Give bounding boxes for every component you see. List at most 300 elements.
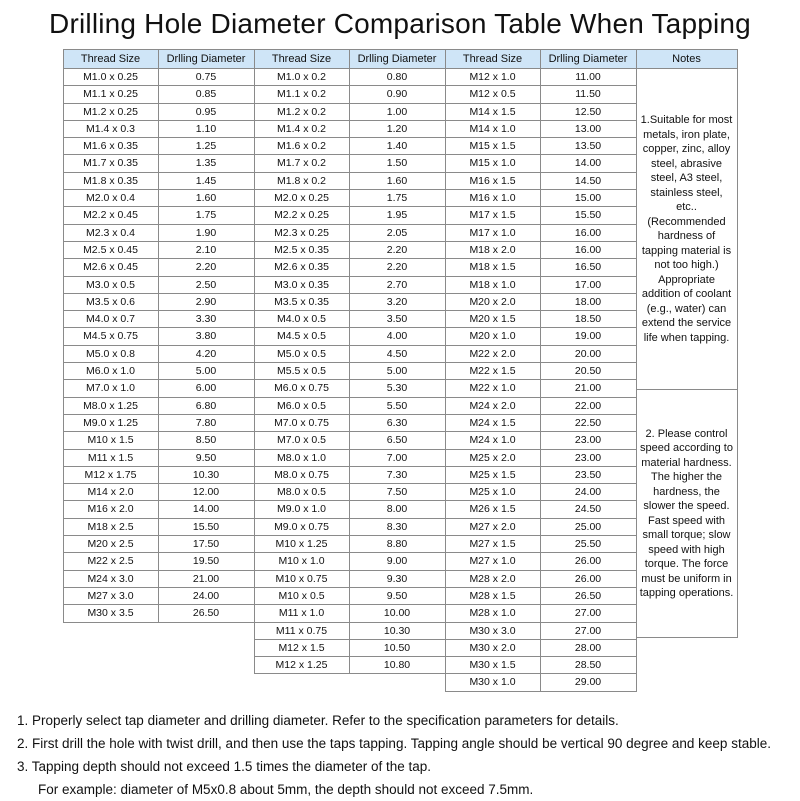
- drill-diameter-cell: 2.20: [158, 258, 255, 276]
- table-row: [63, 258, 255, 276]
- drill-diameter-cell: 25.50: [540, 535, 637, 553]
- thread-size-cell: M10 x 1.0: [254, 552, 350, 570]
- table-row: [254, 587, 446, 605]
- thread-size-cell: M30 x 1.0: [445, 673, 541, 691]
- thread-size-header: Thread Size: [63, 49, 159, 69]
- drill-diameter-cell: 9.00: [349, 552, 446, 570]
- table-row: [254, 327, 446, 345]
- thread-size-cell: M30 x 1.5: [445, 656, 541, 674]
- table-row: [63, 68, 255, 86]
- table-row: [445, 258, 637, 276]
- thread-size-cell: M1.7 x 0.35: [63, 154, 159, 172]
- table-row: [445, 639, 637, 657]
- thread-size-cell: M2.5 x 0.45: [63, 241, 159, 259]
- table-row: [445, 604, 637, 622]
- thread-size-cell: M18 x 2.5: [63, 518, 159, 536]
- thread-size-cell: M12 x 1.75: [63, 466, 159, 484]
- drill-diameter-cell: 7.00: [349, 449, 446, 467]
- table-row: [63, 327, 255, 345]
- drill-diameter-cell: 28.00: [540, 639, 637, 657]
- table-row: [445, 224, 637, 242]
- table-row: [254, 206, 446, 224]
- table-row: [445, 206, 637, 224]
- drill-diameter-cell: 1.95: [349, 206, 446, 224]
- thread-size-cell: M1.1 x 0.25: [63, 85, 159, 103]
- drill-diameter-cell: 28.50: [540, 656, 637, 674]
- drill-diameter-cell: 6.50: [349, 431, 446, 449]
- drill-diameter-cell: 10.30: [158, 466, 255, 484]
- table-row: [63, 414, 255, 432]
- table-row: [445, 466, 637, 484]
- table-row: [254, 362, 446, 380]
- comparison-table: [0, 49, 800, 692]
- table-row: [445, 656, 637, 674]
- table-row: [254, 570, 446, 588]
- table-row: [445, 397, 637, 415]
- table-row: [254, 449, 446, 467]
- drill-diameter-cell: 14.50: [540, 172, 637, 190]
- table-row: [254, 397, 446, 415]
- thread-size-cell: M22 x 2.0: [445, 345, 541, 363]
- table-row: [63, 604, 255, 622]
- drill-diameter-cell: 0.80: [349, 68, 446, 86]
- table-row: [254, 345, 446, 363]
- table-row: [445, 379, 637, 397]
- drill-diameter-cell: 27.00: [540, 622, 637, 640]
- thread-size-cell: M1.8 x 0.2: [254, 172, 350, 190]
- footer-line-1: 1. Properly select tap diameter and drilling diameter. Refer to the specification parameters for details.: [17, 712, 619, 728]
- thread-size-cell: M28 x 1.5: [445, 587, 541, 605]
- table-row: [254, 639, 446, 657]
- thread-size-cell: M1.6 x 0.2: [254, 137, 350, 155]
- table-row: [63, 241, 255, 259]
- drill-diameter-cell: 0.90: [349, 85, 446, 103]
- thread-size-cell: M1.4 x 0.2: [254, 120, 350, 138]
- table-row: [445, 518, 637, 536]
- page-title: Drilling Hole Diameter Comparison Table When Tapping: [49, 8, 751, 39]
- thread-size-cell: M4.0 x 0.7: [63, 310, 159, 328]
- table-row: [445, 673, 637, 691]
- table-column-group-3: [445, 49, 637, 692]
- thread-size-cell: M11 x 1.0: [254, 604, 350, 622]
- drill-diameter-cell: 1.60: [158, 189, 255, 207]
- drill-diameter-header: Drlling Diameter: [158, 49, 255, 69]
- thread-size-cell: M30 x 2.0: [445, 639, 541, 657]
- thread-size-cell: M3.5 x 0.6: [63, 293, 159, 311]
- thread-size-cell: M14 x 1.0: [445, 120, 541, 138]
- table-row: [63, 552, 255, 570]
- thread-size-cell: M9.0 x 1.0: [254, 500, 350, 518]
- thread-size-cell: M4.0 x 0.5: [254, 310, 350, 328]
- drill-diameter-cell: 18.50: [540, 310, 637, 328]
- drill-diameter-cell: 8.50: [158, 431, 255, 449]
- drill-diameter-cell: 3.50: [349, 310, 446, 328]
- drill-diameter-cell: 2.05: [349, 224, 446, 242]
- table-row: [445, 189, 637, 207]
- drill-diameter-header: Drlling Diameter: [540, 49, 637, 69]
- table-column-group-2: [254, 49, 446, 674]
- table-row: [254, 68, 446, 86]
- drill-diameter-cell: 26.50: [158, 604, 255, 622]
- table-row: [445, 85, 637, 103]
- thread-size-cell: M1.1 x 0.2: [254, 85, 350, 103]
- thread-size-cell: M20 x 1.5: [445, 310, 541, 328]
- drill-diameter-cell: 21.00: [158, 570, 255, 588]
- drill-diameter-cell: 7.50: [349, 483, 446, 501]
- footer-line-2: 2. First drill the hole with twist drill, and then use the taps tapping. Tapping angle should be vertical 90 degree and keep stable.: [17, 735, 771, 751]
- drill-diameter-cell: 0.75: [158, 68, 255, 86]
- thread-size-cell: M30 x 3.5: [63, 604, 159, 622]
- drill-diameter-cell: 2.10: [158, 241, 255, 259]
- drill-diameter-cell: 15.50: [540, 206, 637, 224]
- table-row: [63, 466, 255, 484]
- thread-size-cell: M15 x 1.0: [445, 154, 541, 172]
- table-header-row: [445, 49, 637, 69]
- thread-size-cell: M11 x 0.75: [254, 622, 350, 640]
- thread-size-cell: M17 x 1.0: [445, 224, 541, 242]
- drill-diameter-cell: 1.10: [158, 120, 255, 138]
- table-row: [254, 258, 446, 276]
- table-row: [63, 137, 255, 155]
- thread-size-cell: M22 x 1.5: [445, 362, 541, 380]
- thread-size-cell: M10 x 0.5: [254, 587, 350, 605]
- drill-diameter-cell: 1.20: [349, 120, 446, 138]
- drill-diameter-cell: 13.50: [540, 137, 637, 155]
- thread-size-cell: M1.8 x 0.35: [63, 172, 159, 190]
- thread-size-cell: M25 x 1.0: [445, 483, 541, 501]
- thread-size-cell: M3.5 x 0.35: [254, 293, 350, 311]
- table-row: [445, 587, 637, 605]
- table-row: [254, 518, 446, 536]
- drill-diameter-cell: 18.00: [540, 293, 637, 311]
- thread-size-cell: M6.0 x 0.75: [254, 379, 350, 397]
- thread-size-cell: M15 x 1.5: [445, 137, 541, 155]
- drill-diameter-cell: 12.50: [540, 103, 637, 121]
- thread-size-cell: M10 x 1.25: [254, 535, 350, 553]
- drill-diameter-cell: 1.50: [349, 154, 446, 172]
- table-row: [254, 276, 446, 294]
- thread-size-cell: M4.5 x 0.75: [63, 327, 159, 345]
- thread-size-cell: M3.0 x 0.35: [254, 276, 350, 294]
- drill-diameter-cell: 25.00: [540, 518, 637, 536]
- drill-diameter-cell: 0.95: [158, 103, 255, 121]
- drill-diameter-cell: 1.35: [158, 154, 255, 172]
- thread-size-cell: M5.5 x 0.5: [254, 362, 350, 380]
- table-row: [63, 500, 255, 518]
- thread-size-cell: M9.0 x 1.25: [63, 414, 159, 432]
- table-row: [63, 154, 255, 172]
- drill-diameter-cell: 9.50: [349, 587, 446, 605]
- thread-size-cell: M14 x 2.0: [63, 483, 159, 501]
- thread-size-cell: M28 x 2.0: [445, 570, 541, 588]
- drill-diameter-cell: 23.00: [540, 449, 637, 467]
- table-row: [445, 622, 637, 640]
- table-row: [445, 414, 637, 432]
- table-row: [63, 224, 255, 242]
- table-row: [63, 276, 255, 294]
- thread-size-cell: M8.0 x 0.75: [254, 466, 350, 484]
- table-row: [445, 137, 637, 155]
- thread-size-cell: M27 x 2.0: [445, 518, 541, 536]
- drill-diameter-cell: 26.00: [540, 570, 637, 588]
- drill-diameter-cell: 2.70: [349, 276, 446, 294]
- table-row: [254, 622, 446, 640]
- notes-header: Notes: [636, 49, 738, 69]
- thread-size-cell: M1.0 x 0.2: [254, 68, 350, 86]
- thread-size-cell: M30 x 3.0: [445, 622, 541, 640]
- drill-diameter-cell: 4.50: [349, 345, 446, 363]
- table-row: [445, 345, 637, 363]
- thread-size-cell: M20 x 2.0: [445, 293, 541, 311]
- table-row: [445, 276, 637, 294]
- table-row: [254, 172, 446, 190]
- thread-size-cell: M9.0 x 0.75: [254, 518, 350, 536]
- thread-size-cell: M18 x 1.0: [445, 276, 541, 294]
- table-row: [63, 587, 255, 605]
- table-row: [254, 137, 446, 155]
- drill-diameter-cell: 1.90: [158, 224, 255, 242]
- table-row: [63, 431, 255, 449]
- thread-size-cell: M10 x 1.5: [63, 431, 159, 449]
- thread-size-cell: M1.6 x 0.35: [63, 137, 159, 155]
- drill-diameter-header: Drlling Diameter: [349, 49, 446, 69]
- thread-size-cell: M2.3 x 0.4: [63, 224, 159, 242]
- table-row: [63, 397, 255, 415]
- drill-diameter-cell: 23.50: [540, 466, 637, 484]
- thread-size-cell: M8.0 x 0.5: [254, 483, 350, 501]
- table-row: [254, 535, 446, 553]
- table-row: [63, 362, 255, 380]
- drill-diameter-cell: 24.50: [540, 500, 637, 518]
- drill-diameter-cell: 8.00: [349, 500, 446, 518]
- table-row: [445, 570, 637, 588]
- drill-diameter-cell: 1.45: [158, 172, 255, 190]
- drill-diameter-cell: 16.00: [540, 224, 637, 242]
- thread-size-cell: M1.7 x 0.2: [254, 154, 350, 172]
- drill-diameter-cell: 14.00: [540, 154, 637, 172]
- drill-diameter-cell: 26.00: [540, 552, 637, 570]
- thread-size-cell: M22 x 1.0: [445, 379, 541, 397]
- drill-diameter-cell: 20.50: [540, 362, 637, 380]
- table-row: [445, 103, 637, 121]
- table-row: [63, 120, 255, 138]
- footer-instructions: [17, 709, 800, 801]
- table-row: [254, 154, 446, 172]
- drill-diameter-cell: 2.50: [158, 276, 255, 294]
- drill-diameter-cell: 20.00: [540, 345, 637, 363]
- thread-size-cell: M1.2 x 0.25: [63, 103, 159, 121]
- note-material-suitability: 1.Suitable for most metals, iron plate, copper, zinc, alloy steel, abrasive steel, A3 steel, stainless steel, etc..(Recommended hardness of tapping material is not too high.) Appropriate addition of coolant (e.g., water) can extend the service life when tapping.: [636, 68, 738, 390]
- drill-diameter-cell: 11.00: [540, 68, 637, 86]
- drill-diameter-cell: 6.30: [349, 414, 446, 432]
- drill-diameter-cell: 4.00: [349, 327, 446, 345]
- footer-line-3: 3. Tapping depth should not exceed 1.5 times the diameter of the tap.: [17, 758, 432, 774]
- table-row: [445, 449, 637, 467]
- thread-size-cell: M2.5 x 0.35: [254, 241, 350, 259]
- drill-diameter-cell: 17.50: [158, 535, 255, 553]
- thread-size-cell: M27 x 3.0: [63, 587, 159, 605]
- drill-diameter-cell: 23.00: [540, 431, 637, 449]
- thread-size-cell: M12 x 0.5: [445, 85, 541, 103]
- table-row: [445, 483, 637, 501]
- table-row: [254, 241, 446, 259]
- table-row: [254, 414, 446, 432]
- drill-diameter-cell: 11.50: [540, 85, 637, 103]
- thread-size-cell: M24 x 1.0: [445, 431, 541, 449]
- table-row: [254, 120, 446, 138]
- table-row: [63, 172, 255, 190]
- drill-diameter-cell: 29.00: [540, 673, 637, 691]
- drill-diameter-cell: 6.80: [158, 397, 255, 415]
- table-row: [254, 189, 446, 207]
- table-row: [445, 362, 637, 380]
- thread-size-cell: M26 x 1.5: [445, 500, 541, 518]
- drill-diameter-cell: 9.50: [158, 449, 255, 467]
- table-row: [445, 552, 637, 570]
- thread-size-cell: M20 x 1.0: [445, 327, 541, 345]
- thread-size-cell: M7.0 x 1.0: [63, 379, 159, 397]
- table-row: [445, 68, 637, 86]
- thread-size-cell: M6.0 x 0.5: [254, 397, 350, 415]
- drill-diameter-cell: 19.00: [540, 327, 637, 345]
- table-row: [63, 518, 255, 536]
- table-row: [254, 656, 446, 674]
- table-header-row: [63, 49, 255, 69]
- table-row: [63, 103, 255, 121]
- drill-diameter-cell: 10.50: [349, 639, 446, 657]
- drill-diameter-cell: 1.75: [158, 206, 255, 224]
- table-row: [254, 310, 446, 328]
- thread-size-cell: M25 x 1.5: [445, 466, 541, 484]
- drill-diameter-cell: 15.50: [158, 518, 255, 536]
- drill-diameter-cell: 1.60: [349, 172, 446, 190]
- table-row: [254, 103, 446, 121]
- drill-diameter-cell: 16.00: [540, 241, 637, 259]
- table-column-group-1: [63, 49, 255, 623]
- table-row: [445, 500, 637, 518]
- thread-size-cell: M2.0 x 0.4: [63, 189, 159, 207]
- thread-size-cell: M2.2 x 0.45: [63, 206, 159, 224]
- thread-size-cell: M18 x 2.0: [445, 241, 541, 259]
- thread-size-cell: M12 x 1.0: [445, 68, 541, 86]
- table-row: [254, 500, 446, 518]
- drill-diameter-cell: 3.30: [158, 310, 255, 328]
- drill-diameter-cell: 17.00: [540, 276, 637, 294]
- table-row: [63, 293, 255, 311]
- thread-size-cell: M24 x 2.0: [445, 397, 541, 415]
- thread-size-cell: M18 x 1.5: [445, 258, 541, 276]
- table-row: [63, 85, 255, 103]
- table-row: [254, 85, 446, 103]
- table-row: [254, 483, 446, 501]
- thread-size-cell: M2.2 x 0.25: [254, 206, 350, 224]
- table-row: [445, 154, 637, 172]
- thread-size-cell: M12 x 1.5: [254, 639, 350, 657]
- drill-diameter-cell: 26.50: [540, 587, 637, 605]
- drill-diameter-cell: 7.80: [158, 414, 255, 432]
- thread-size-cell: M2.0 x 0.25: [254, 189, 350, 207]
- drill-diameter-cell: 5.30: [349, 379, 446, 397]
- drill-diameter-cell: 4.20: [158, 345, 255, 363]
- drill-diameter-cell: 3.20: [349, 293, 446, 311]
- thread-size-cell: M20 x 2.5: [63, 535, 159, 553]
- table-row: [254, 224, 446, 242]
- table-row: [63, 206, 255, 224]
- drill-diameter-cell: 14.00: [158, 500, 255, 518]
- thread-size-cell: M8.0 x 1.25: [63, 397, 159, 415]
- drill-diameter-cell: 27.00: [540, 604, 637, 622]
- table-row: [445, 293, 637, 311]
- drill-diameter-cell: 5.00: [349, 362, 446, 380]
- note-speed-control: 2. Please control speed according to material hardness. The higher the hardness, the slower the speed. Fast speed with small torque; slow speed with high torque. The force must be uniform in tapping operations.: [636, 389, 738, 638]
- thread-size-header: Thread Size: [445, 49, 541, 69]
- thread-size-cell: M8.0 x 1.0: [254, 449, 350, 467]
- drill-diameter-cell: 3.80: [158, 327, 255, 345]
- drill-diameter-cell: 5.00: [158, 362, 255, 380]
- drill-diameter-cell: 16.50: [540, 258, 637, 276]
- drill-diameter-cell: 21.00: [540, 379, 637, 397]
- table-row: [445, 535, 637, 553]
- drill-diameter-cell: 24.00: [158, 587, 255, 605]
- drill-diameter-cell: 8.30: [349, 518, 446, 536]
- drill-diameter-cell: 8.80: [349, 535, 446, 553]
- table-row: [254, 293, 446, 311]
- thread-size-header: Thread Size: [254, 49, 350, 69]
- thread-size-cell: M1.2 x 0.2: [254, 103, 350, 121]
- drill-diameter-cell: 2.20: [349, 241, 446, 259]
- drill-diameter-cell: 10.00: [349, 604, 446, 622]
- drill-diameter-cell: 1.40: [349, 137, 446, 155]
- table-row: [63, 483, 255, 501]
- thread-size-cell: M6.0 x 1.0: [63, 362, 159, 380]
- table-row: [445, 431, 637, 449]
- thread-size-cell: M4.5 x 0.5: [254, 327, 350, 345]
- thread-size-cell: M14 x 1.5: [445, 103, 541, 121]
- thread-size-cell: M10 x 0.75: [254, 570, 350, 588]
- thread-size-cell: M2.6 x 0.35: [254, 258, 350, 276]
- drill-diameter-cell: 22.00: [540, 397, 637, 415]
- drill-diameter-cell: 5.50: [349, 397, 446, 415]
- drill-diameter-cell: 9.30: [349, 570, 446, 588]
- thread-size-cell: M2.6 x 0.45: [63, 258, 159, 276]
- thread-size-cell: M11 x 1.5: [63, 449, 159, 467]
- table-row: [445, 310, 637, 328]
- thread-size-cell: M3.0 x 0.5: [63, 276, 159, 294]
- thread-size-cell: M16 x 2.0: [63, 500, 159, 518]
- table-row: [63, 310, 255, 328]
- thread-size-cell: M5.0 x 0.5: [254, 345, 350, 363]
- table-row: [63, 189, 255, 207]
- thread-size-cell: M17 x 1.5: [445, 206, 541, 224]
- table-row: [63, 449, 255, 467]
- drill-diameter-cell: 1.25: [158, 137, 255, 155]
- thread-size-cell: M28 x 1.0: [445, 604, 541, 622]
- drill-diameter-cell: 1.00: [349, 103, 446, 121]
- thread-size-cell: M16 x 1.5: [445, 172, 541, 190]
- table-row: [445, 327, 637, 345]
- footer-line-4: For example: diameter of M5x0.8 about 5mm, the depth should not exceed 7.5mm.: [38, 781, 534, 797]
- thread-size-cell: M16 x 1.0: [445, 189, 541, 207]
- table-row: [254, 431, 446, 449]
- thread-size-cell: M24 x 3.0: [63, 570, 159, 588]
- drill-diameter-cell: 10.30: [349, 622, 446, 640]
- thread-size-cell: M12 x 1.25: [254, 656, 350, 674]
- drill-diameter-cell: 0.85: [158, 85, 255, 103]
- table-row: [254, 466, 446, 484]
- thread-size-cell: M1.4 x 0.3: [63, 120, 159, 138]
- thread-size-cell: M2.3 x 0.25: [254, 224, 350, 242]
- drill-diameter-cell: 19.50: [158, 552, 255, 570]
